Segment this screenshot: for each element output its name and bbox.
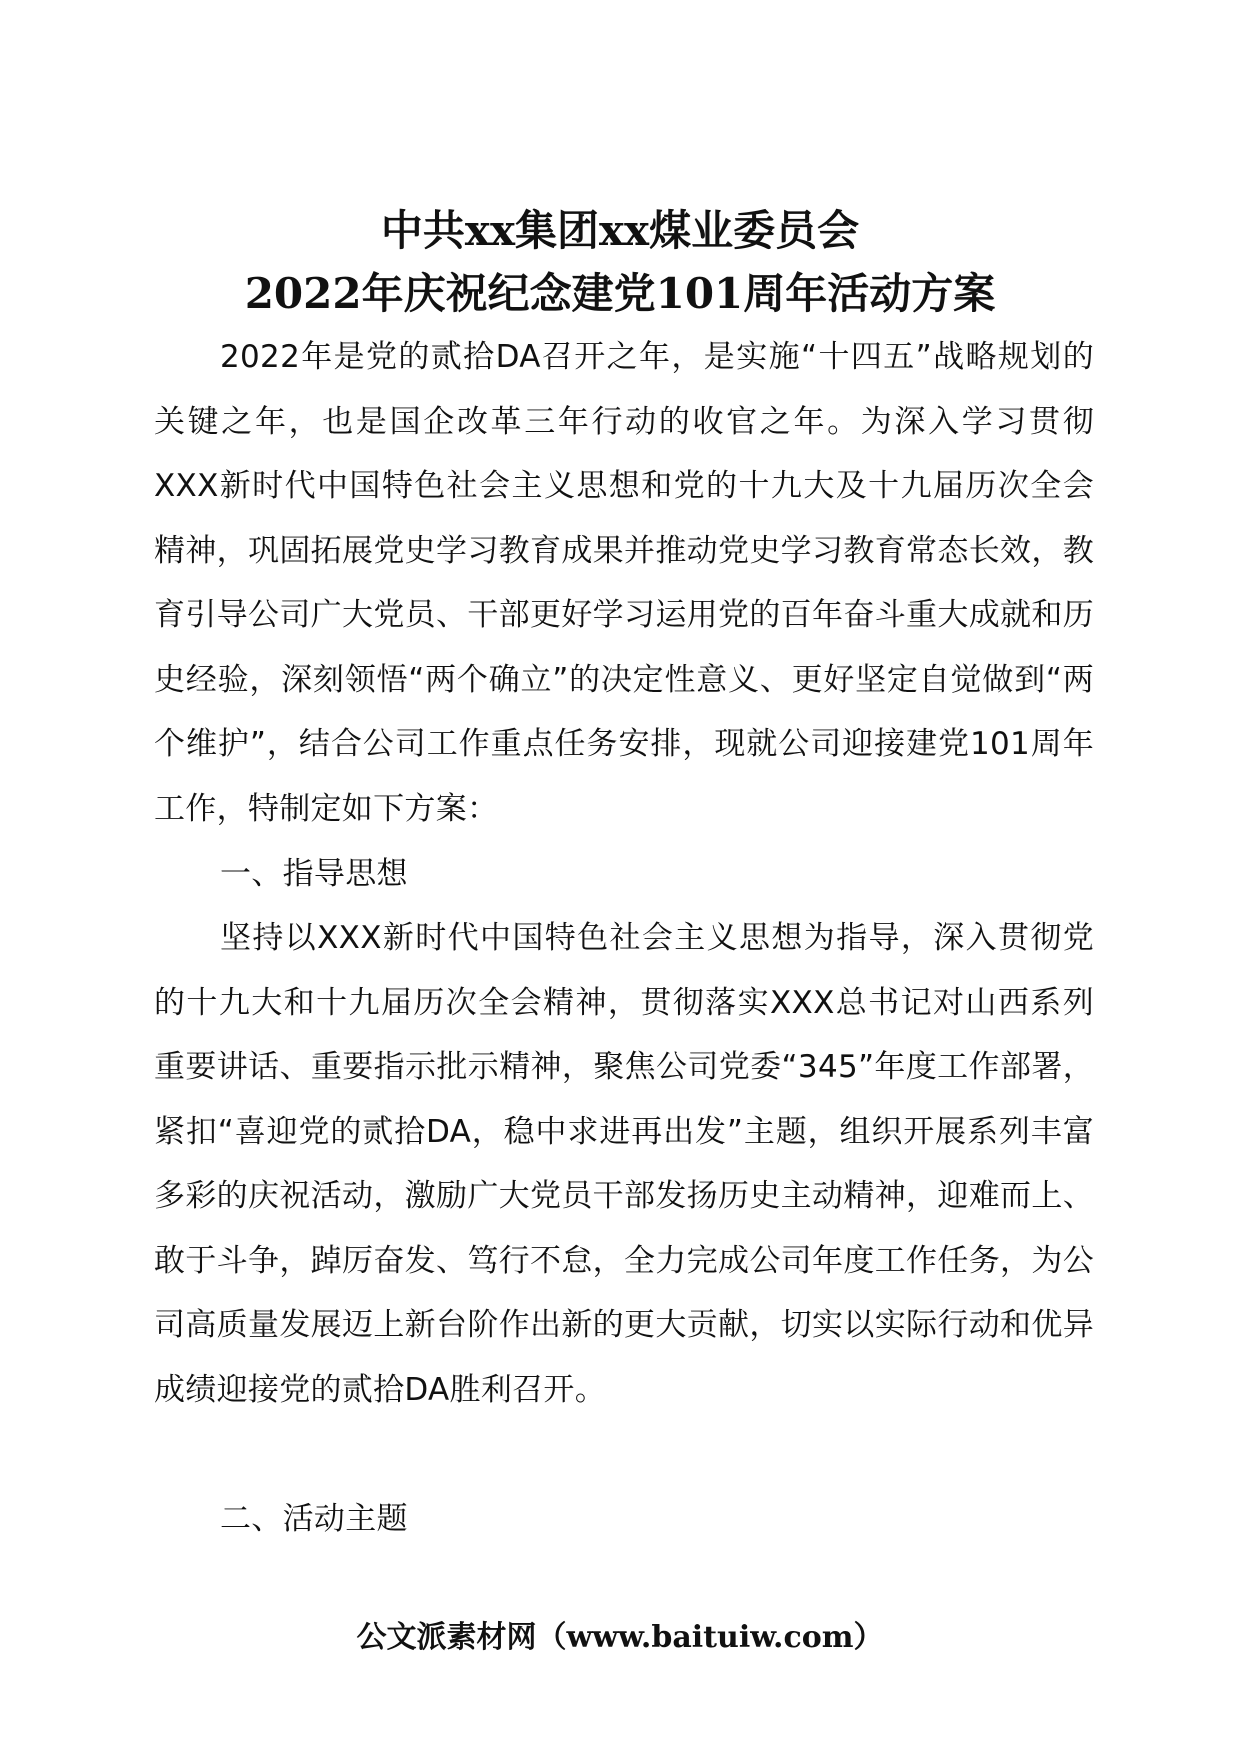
document-title-line-2: 2022年庆祝纪念建党101周年活动方案 [244, 269, 996, 318]
section-heading-activity-theme: 二、活动主题 [220, 1501, 408, 1537]
section-heading-guiding-ideology: 一、指导思想 [220, 856, 408, 892]
guiding-ideology-paragraph: 坚持以XXX新时代中国特色社会主义思想为指导，深入贯彻党的十九大和十九届历次全会精神，贯彻落实XXX总书记对山西系列重要讲话、重要指示批示精神，聚焦公司党委“345”年度工作部署，紧扣“喜迎党的贰拾DA，稳中求进再出发”主题，组织开展系列丰富多彩的庆祝活动，激励广大党员干部发扬历史主动精神，迎难而上、敢于斗争，踔厉奋发、笃行不怠，全力完成公司年度工作任务，为公司高质量发展迈上新台阶作出新的更大贡献，切实以实际行动和优异成绩迎接党的贰拾DA胜利召开。 [154, 920, 1094, 1408]
intro-paragraph: 2022年是党的贰拾DA召开之年，是实施“十四五”战略规划的关键之年，也是国企改革三年行动的收官之年。为深入学习贯彻XXX新时代中国特色社会主义思想和党的十九大及十九届历次全会精神，巩固拓展党史学习教育成果并推动党史学习教育常态长效，教育引导公司广大党员、干部更好学习运用党的百年奋斗重大成就和历史经验，深刻领悟“两个确立”的决定性意义、更好坚定自觉做到“两个维护”，结合公司工作重点任务安排，现就公司迎接建党101周年工作，特制定如下方案： [154, 339, 1094, 827]
footer-watermark: 公文派素材网（www.baituiw.com） [356, 1620, 884, 1655]
document-title-line-1: 中共xx集团xx煤业委员会 [380, 206, 860, 255]
